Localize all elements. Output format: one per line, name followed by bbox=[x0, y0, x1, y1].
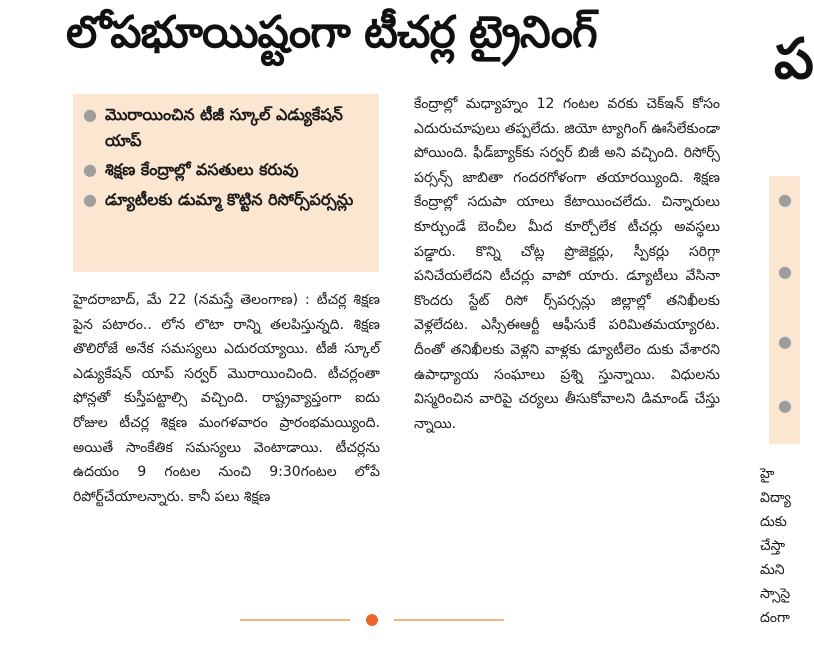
ornament-line-right bbox=[394, 619, 504, 621]
highlight-text: శిక్షణ కేంద్రాల్లో వసతులు కరువు bbox=[104, 160, 299, 180]
bullet-icon: ● bbox=[83, 105, 97, 124]
highlight-item bbox=[83, 187, 369, 213]
fragment-line: విద్యా bbox=[760, 490, 791, 506]
article-body-middle-column: కేంద్రాల్లో మధ్యాహ్నం 12 గంటల వరకు చెక్‌ఇన్ కోసం ఎదురుచూపులు తప్పలేదు. జియో ట్యాగింగ్ ఊసేలేకుండా పోయింది. ఫీడ్‌బ్యాక్‌కు సర్వర్ బిజీ అని వచ్చింది. రిసోర్స్ పర్సన్స్ జాబితా గందరగోళంగా తయారయ్యింది. శిక్షణ కేంద్రాల్లో సదుపా యాలు కేటాయించలేదు. చిన్నారులు కూర్చుండే బెంచీల మీద కూర్చోలేక టీచర్లు అవస్థలు పడ్డారు. కొన్ని చోట్ల ప్రొజెక్టర్లు, స్పీకర్లు సరిగ్గా పనిచేయలేదని టీచర్లు వాపో యారు. డ్యూటీలు వేసినా కొందరు స్టేట్ రిసో ర్స్‌పర్సన్లు జిల్లాల్లో తనిఖీలకు వెళ్లలేదట. ఎస్సీఈఆర్టీ ఆఫీసుకే పరిమితమయ్యారట. దీంతో తనిఖీలకు వెళ్లని వాళ్లకు డ్యూటీలెం దుకు వేశారని ఉపాధ్యాయ సంఘాలు ప్రశ్ని స్తున్నాయి. విధులను విస్మరించిన వారిపై చర్యలు తీసుకోవాలని డిమాండ్ చేస్తు న్నాయి. bbox=[414, 96, 720, 432]
bullet-icon: ● bbox=[778, 262, 792, 281]
ornament-dot-icon bbox=[366, 614, 378, 626]
highlight-item bbox=[83, 157, 369, 183]
bullet-icon: ● bbox=[83, 160, 97, 180]
end-of-article-ornament bbox=[240, 612, 504, 628]
fragment-line: స్సాసై bbox=[760, 586, 791, 602]
bullet-icon: ● bbox=[778, 190, 792, 209]
bullet-icon: ● bbox=[778, 396, 792, 415]
bullet-icon: ● bbox=[778, 332, 792, 351]
adjacent-headline-fragment: ప bbox=[774, 27, 814, 92]
headline: లోపభూయిష్టంగా టీచర్ల ట్రైనింగ్ bbox=[66, 7, 597, 58]
fragment-line: దుకు bbox=[760, 514, 787, 530]
article-body-left-column: హైదరాబాద్, మే 22 (నమస్తే తెలంగాణ) : టీచర్ల శిక్షణ పైన పటారం.. లోన లొటా రాన్ని తలపిస్తున్నది. శిక్షణ తొలిరోజే అనేక సమస్యలు ఎదురయ్యాయి. టీజీ స్కూల్ ఎడ్యుకేషన్ యాప్ సర్వర్ మొరాయించింది. టీచర్లంతా ఫోన్లతో కుస్తీపట్టాల్సి వచ్చింది. రాష్ట్రవ్యాప్తంగా ఐదు రోజుల టీచర్ల శిక్షణ మంగళవారం ప్రారంభమయ్యింది. అయితే సాంకేతిక సమస్యలు వెంటాడాయి. టీచర్లను ఉదయం 9 గంటల నుంచి 9:30గంటల లోపే రిపోర్ట్‌చేయాలన్నారు. కానీ పలు శిక్షణ bbox=[73, 292, 380, 505]
ornament-line-left bbox=[240, 619, 350, 621]
highlight-text: మొరాయించిన టీజీ స్కూల్ ఎడ్యుకేషన్ యాప్ bbox=[104, 105, 343, 150]
fragment-line: చేస్తా bbox=[760, 538, 786, 554]
fragment-line: మని bbox=[760, 562, 785, 578]
highlight-text: డ్యూటీలకు డుమ్మా కొట్టిన రిసోర్స్‌పర్సన్లు bbox=[104, 189, 354, 209]
fragment-line: దంగా bbox=[760, 610, 790, 626]
highlight-item bbox=[83, 102, 369, 153]
fragment-line: హై bbox=[760, 466, 775, 482]
highlights-box bbox=[73, 94, 379, 272]
adjacent-article-fragment bbox=[760, 462, 800, 630]
bullet-icon: ● bbox=[83, 189, 97, 209]
